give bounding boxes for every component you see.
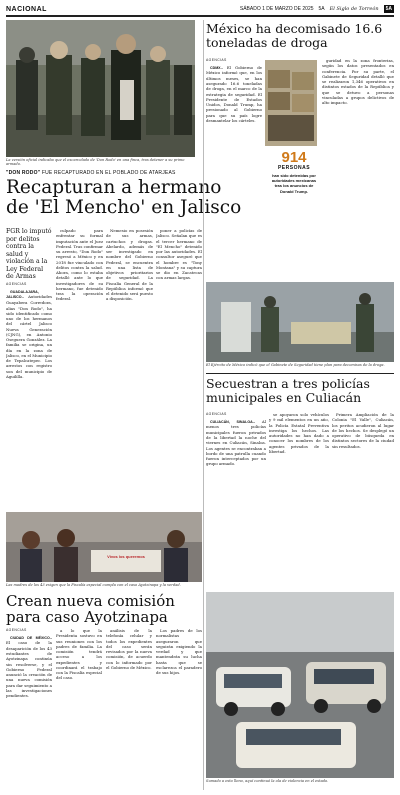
police-operation-illustration: [6, 20, 195, 157]
detainees-stat: [268, 150, 320, 194]
ayotzinapa-column-1: [6, 628, 52, 790]
culiacan-column-2: [269, 412, 329, 590]
army-photo-caption: El Ejército de México indicó que el Gabinete de Seguridad tiene plan para decomisos de la droga.: [206, 363, 385, 367]
culiacan-column-3: [332, 412, 394, 590]
mencho-column-2: [56, 228, 103, 548]
culiacan-photo-caption: Sumado a esto lleno, aquí continuó la ola de violencia en el estado.: [206, 779, 329, 783]
kicker-text: FUE RECAPTURADO EN EL POBLADO DE ATARJEAS: [41, 170, 176, 176]
ayotzinapa-protest-illustration: [6, 512, 202, 582]
section-label: NACIONAL: [6, 5, 47, 13]
culiacan-text-1: Al menos tres policías municipales fueron privados de la libertad la noche del viernes en Culiacán, Sinaloa. Los agentes se encontraban a bordo de una patrulla cuando fueron interceptados por un grupo armado.: [206, 418, 266, 467]
mencho-text-3: Nemesio en posesión de sus armas, cartuchos y drogas. Abelardo, además de ser investigado en nombre del Gobierno Federal, se encuentra en una lista de objetivos prioritarios de seguridad. La Fiscalía General de la República informó que el detenido será puesto a disposición.: [106, 228, 153, 302]
mencho-deck: FGR lo imputó por delitos contra la salud y violación a la Ley Federal de Armas: [6, 228, 52, 281]
ayotzinapa-text-3: análisis de la telefonía celular y todos los expedientes del caso serán revisados por la nueva comisión, de acuerdo con lo informado por el Gobierno de México.: [106, 628, 152, 670]
paper-logo: 5A: [385, 6, 392, 12]
droga-column-2: [322, 58, 394, 283]
ayotzinapa-photo-caption: Las madres de los 43 exigen que la Fiscalía especial cumpla con el caso Ayotzinapa y la verdad.: [6, 583, 181, 587]
ayotzinapa-headline: Crean nueva comisión para caso Ayotzinapa: [6, 592, 175, 627]
mencho-dateline: GUADALAJARA, JALISCO.-: [6, 289, 39, 300]
paper-name: El Siglo de Torreón: [329, 6, 379, 12]
culiacan-street-photo: [206, 592, 394, 778]
mencho-byline: AGENCIAS: [6, 282, 27, 286]
ayotzinapa-dateline: CIUDAD DE MÉXICO.-: [10, 635, 52, 640]
story-kicker: [6, 170, 236, 176]
mencho-column-4: [156, 228, 202, 548]
police-photo-caption: La versión oficial indicaba que el excarcelado de 'Don Rodo' en una finca, tras detener a su primo armado.: [6, 158, 185, 167]
stat-unit: PERSONAS: [277, 165, 311, 171]
droga-headline: México ha decomisado 16.6 toneladas de droga: [206, 21, 383, 50]
ayotzinapa-protest-photo: [6, 512, 202, 582]
ayotzinapa-text-4: Los padres de los normalistas aseguraron que seguirán exigiendo la verdad y que mantendrán su lucha hasta que se esclarezca el paradero de sus hijos.: [156, 628, 202, 676]
mencho-text-1: Autoridades Guayabera Corredora, alias "Don Rodo", ha sido identificado como uno de los hermanos del cártel Jalisco Nueva Generación (CJNG), en Antonio Oseguera González. La familia se origina, un día en la zona de Jalisco, en el Municipio de Tepalcatepec. Los arrestos con registro son del municipio de Aguililla.: [6, 294, 52, 379]
stat-description: han sido detenidas por autoridades mexicanas tras los anuncios de Donald Trump.: [271, 173, 317, 194]
mencho-text-4: poner a policías de Jalisco. Señalan que es el tercer hermano de "El Mencho" detenido por las autoridades. El consultor aseguró que el hombre es "Tony Montana" y su captura se dio en Zacatecas con armas largas.: [156, 228, 202, 281]
page-header: [6, 3, 394, 17]
ayotzinapa-column-4: [156, 628, 202, 790]
droga-column-1: [206, 58, 262, 243]
culiacan-text-3: Primera Ampliación de la Colonia "El Valle", Culiacán, los peritos acudieron al lugar de los hechos. Se desplegó un operativo de búsqueda en distintos sectores de la ciudad sin resultados.: [332, 412, 394, 449]
culiacan-column-1: [206, 412, 266, 590]
issue-date: SÁBADO 1 DE MARZO DE 2025: [239, 6, 314, 12]
droga-dateline: CDMX.-: [210, 65, 223, 70]
stat-number: 914: [281, 149, 307, 166]
crates-illustration: [265, 60, 317, 146]
culiacan-dateline: CULIACÁN, SINALOA.-: [210, 419, 255, 424]
top-section-divider: [206, 373, 394, 374]
culiacan-text-2: se apoyaron solo vehículos y 9 mil elementos en un año, la Policía Estatal Preventiva investiga los hechos. Las autoridades no han dado a conocer los nombres de los agentes privados de la libertad.: [269, 412, 329, 454]
droga-text-2: guridad en la zona fronteriza, según los datos presentados en conferencia. Por su parte, el Gabinete de Seguridad detalló que se realizaron 1,346 operativos en distintos estados de la República y que se detuvo a personas vinculadas a grupos delictivos de alto impacto.: [322, 58, 394, 106]
ayotzinapa-text-1: El caso de la desaparición de los 43 estudiantes de Ayotzinapa continúa sin resolverse, y el Gobierno Federal anunció la creación de una nueva comisión para dar seguimiento a las investigaciones pendientes.: [6, 640, 52, 699]
army-seizure-illustration: [206, 282, 394, 362]
culiacan-street-illustration: [206, 592, 394, 778]
ayotzinapa-text-2: a lo que la Presidenta sostuvo en sus reuniones con los padres de familia. La comisión tendrá acceso a los expedientes y coordinará el trabajo con la Fiscalía especial del caso.: [56, 628, 102, 681]
page-number: 5A: [318, 6, 325, 12]
header-meta: [240, 5, 394, 13]
column-divider: [203, 20, 204, 790]
ayotzinapa-column-2: [56, 628, 102, 790]
culiacan-byline: AGENCIAS: [206, 412, 227, 416]
army-seizure-photo: [206, 282, 394, 362]
droga-byline: AGENCIAS: [206, 58, 227, 62]
mencho-text-2: culpado para enfrentar su formal imputación ante el Juez Federal. Tras confirmar su arresto, "Don Rodo" regresó a México y en 2018 fue vinculado con delitos contra la salud. Ahora, como lo estaba detalló ante lo que investigadores de su hermano, fue detenido tras la operación federal.: [56, 228, 103, 302]
crates-photo: [265, 60, 317, 146]
ayotzinapa-column-3: [106, 628, 152, 790]
police-operation-photo: [6, 20, 195, 157]
droga-text-1: El Gobierno de México informó que, en los últimos meses, se han asegurado 16.6 toneladas de droga, en el marco de la estrategia de seguridad. El Presidente de Estados Unidos, Donald Trump, ha presionado al Gobierno para que su país logre desmantelar los cárteles.: [206, 64, 262, 123]
protest-banner-text: Vivos los queremos: [107, 554, 145, 559]
culiacan-headline: Secuestran a tres policías municipales en Culiacán: [206, 376, 370, 405]
mencho-column-3: [106, 228, 153, 548]
mencho-headline: Recapturan a hermano de 'El Mencho' en Jalisco: [6, 177, 242, 218]
ayotzinapa-byline: AGENCIAS: [6, 628, 27, 632]
kicker-name: "DON RODO": [6, 170, 41, 176]
